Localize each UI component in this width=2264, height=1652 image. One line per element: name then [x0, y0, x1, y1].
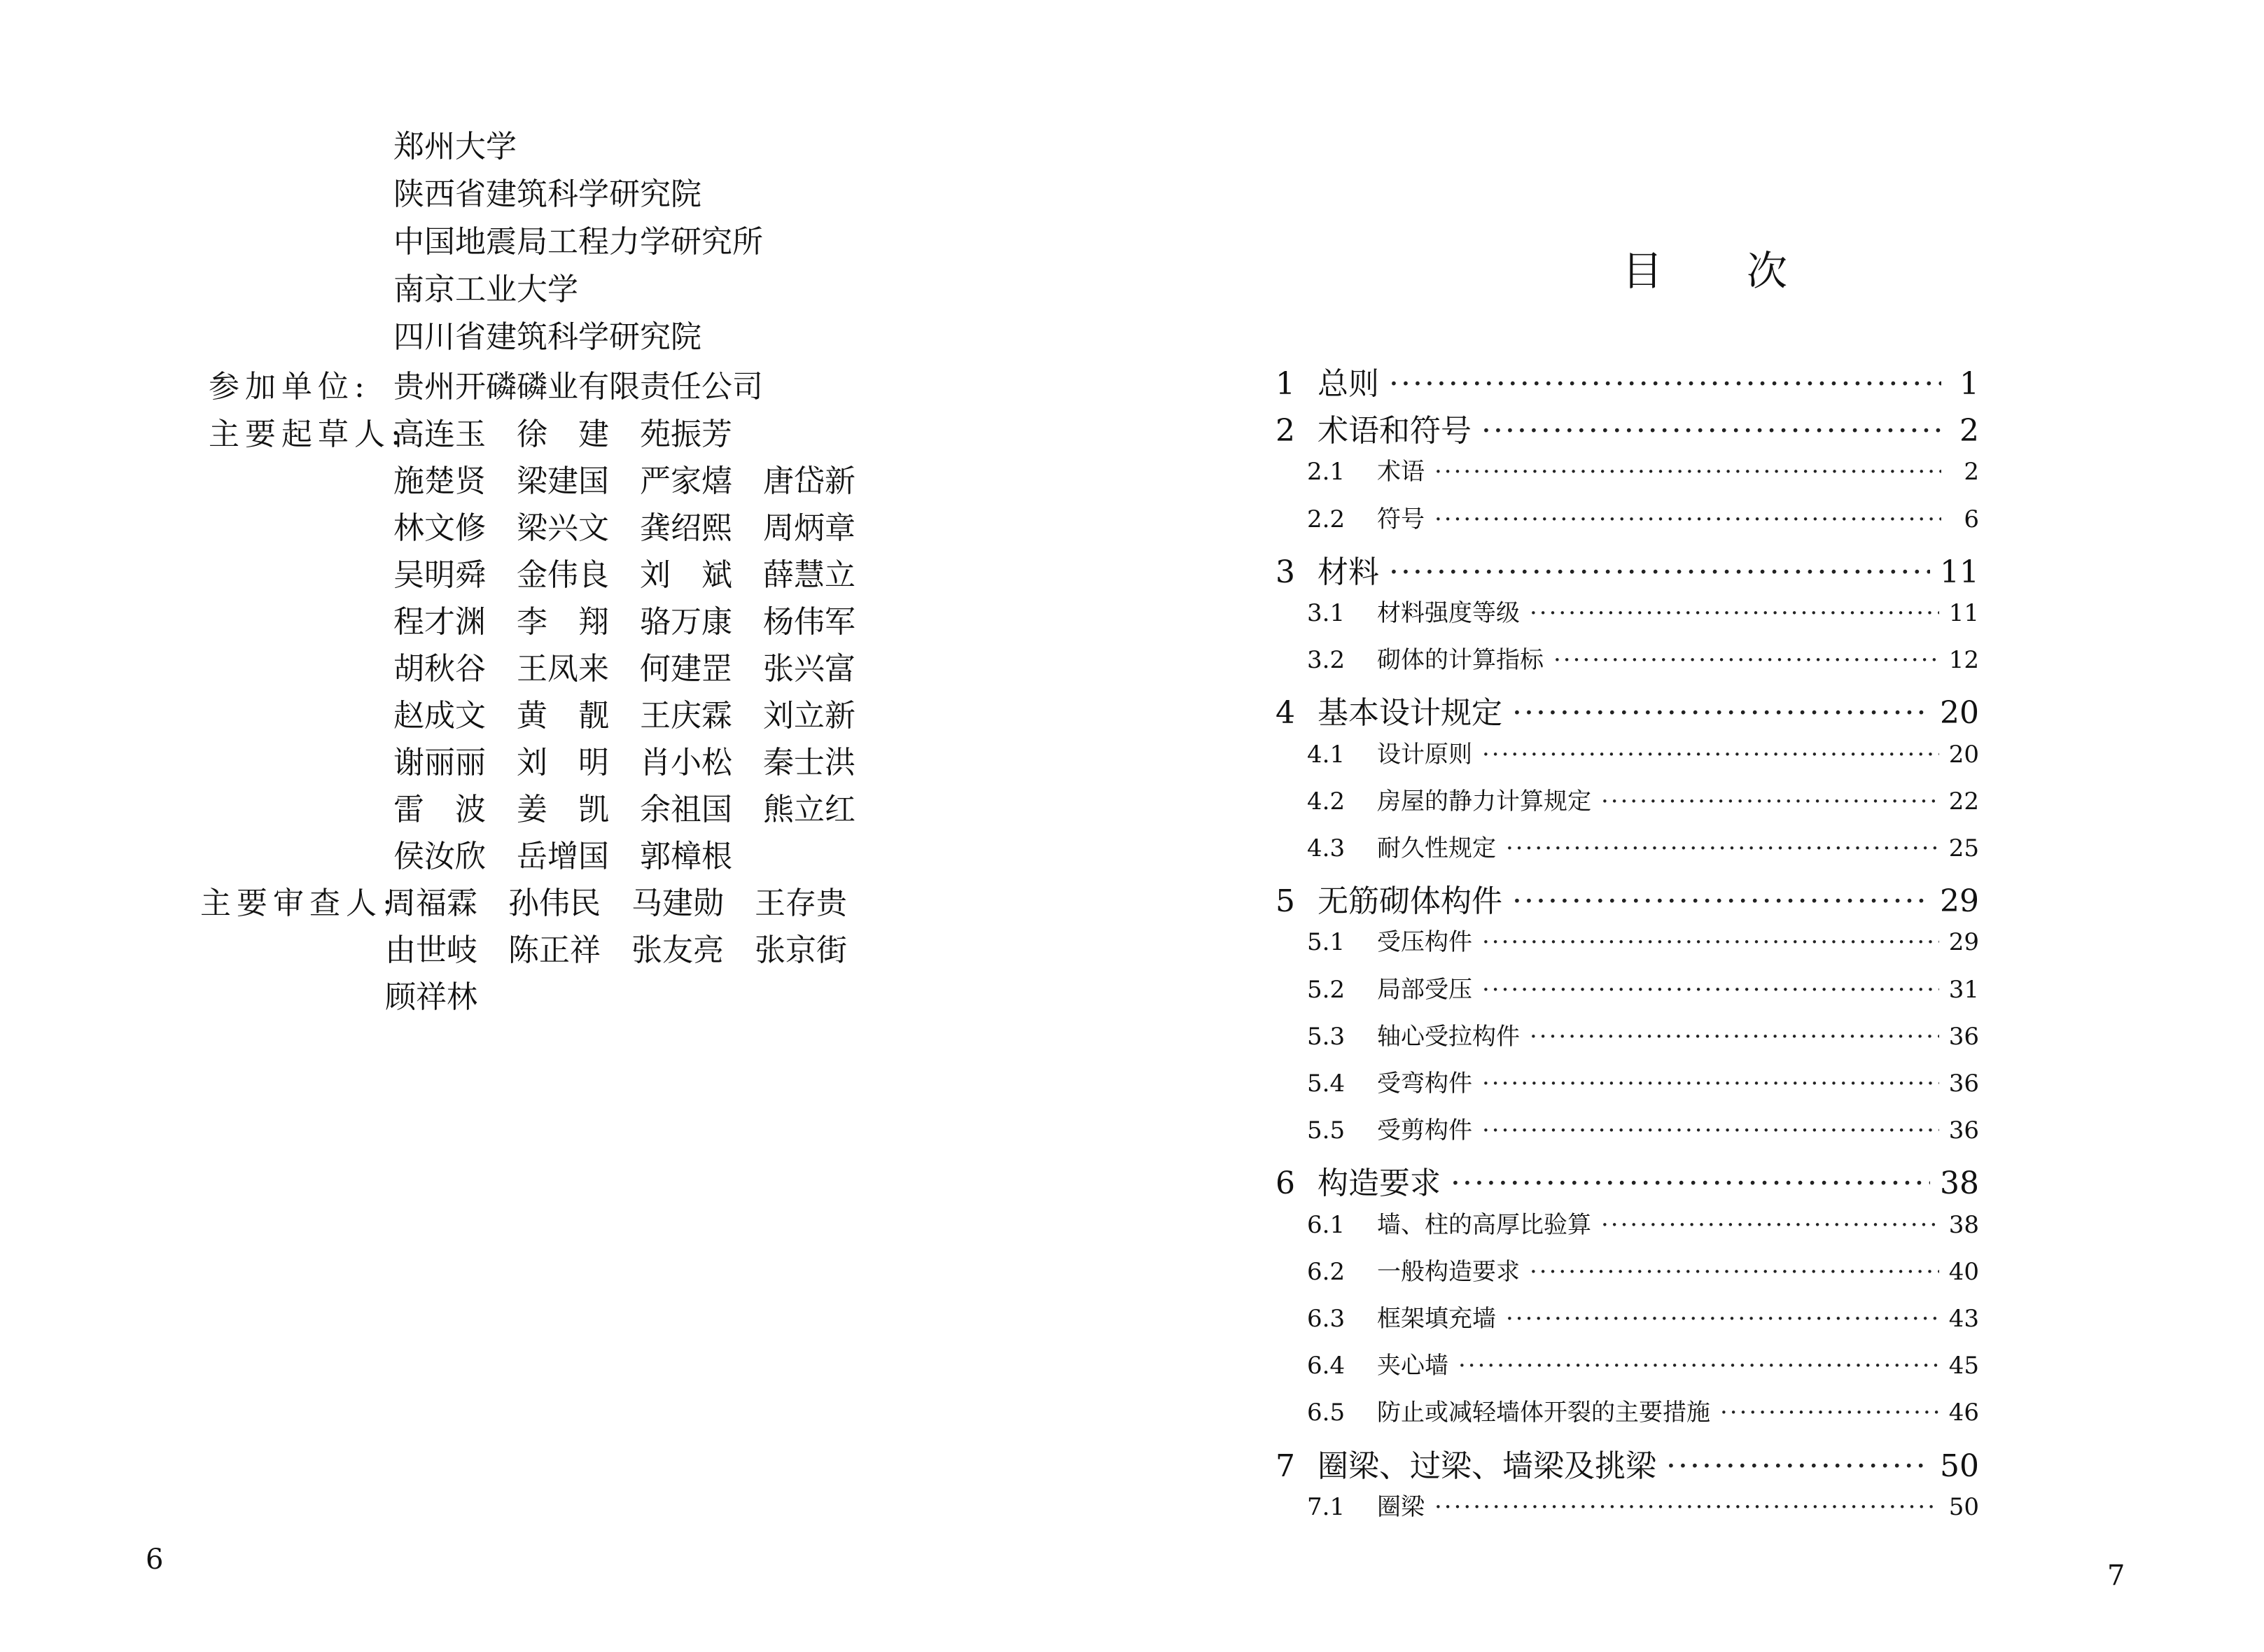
toc-entry-title: 耐久性规定	[1377, 834, 1496, 862]
toc-entry[interactable]	[1276, 1158, 1979, 1200]
toc-leader-dots	[1506, 834, 1939, 862]
toc-entry-number: 5.3	[1307, 1023, 1346, 1051]
person-name: 梁建国	[517, 463, 609, 499]
toc-entry-page: 29	[1940, 883, 1979, 919]
participating-label: 参加单位:	[209, 369, 370, 405]
person-name: 骆万康	[640, 604, 732, 640]
toc-entry-page: 50	[1940, 1448, 1979, 1484]
toc-entry-number: 2.2	[1307, 505, 1346, 533]
right-page	[1132, 0, 2264, 1652]
toc-entry-page: 36	[1948, 1116, 1979, 1144]
toc-entry-page: 40	[1948, 1258, 1979, 1286]
person-name: 周福霖	[385, 886, 477, 921]
toc-entry[interactable]	[1307, 1205, 1979, 1247]
person-name: 姜 凯	[517, 792, 609, 827]
toc-leader-dots	[1434, 458, 1941, 486]
toc-entry-title: 防止或减轻墙体开裂的主要措施	[1377, 1399, 1710, 1427]
person-name: 王庆霖	[640, 698, 732, 734]
toc-entry-title: 夹心墙	[1377, 1352, 1448, 1380]
toc-leader-dots	[1482, 1116, 1939, 1144]
toc-entry-page: 25	[1948, 834, 1979, 862]
person-name: 由世岐	[385, 932, 477, 968]
toc-entry-title: 符号	[1377, 505, 1425, 533]
toc-leader-dots	[1506, 1305, 1939, 1333]
toc-entry-number: 5.4	[1307, 1070, 1346, 1098]
toc-entry-number: 5.1	[1307, 928, 1346, 956]
toc-entry[interactable]	[1307, 1393, 1979, 1435]
toc-entry-title: 构造要求	[1318, 1166, 1441, 1201]
toc-entry-title: 设计原则	[1377, 741, 1472, 769]
toc-entry-number: 6.3	[1307, 1305, 1346, 1333]
person-name: 薛慧立	[763, 557, 855, 593]
person-name: 王凤来	[517, 651, 609, 687]
person-name: 严家熺	[640, 463, 732, 499]
person-name: 梁兴文	[517, 510, 609, 546]
toc-entry-title: 总则	[1318, 366, 1379, 402]
person-name: 熊立红	[763, 792, 855, 827]
toc-entry-title: 受弯构件	[1377, 1070, 1472, 1098]
person-name: 赵成文	[393, 698, 486, 734]
toc-entry-title: 材料强度等级	[1377, 599, 1520, 627]
toc-entry-number: 6	[1276, 1166, 1295, 1201]
toc-leader-dots	[1458, 1352, 1939, 1380]
person-name: 岳增国	[517, 839, 609, 874]
person-name: 李 翔	[517, 604, 609, 640]
participating-unit: 贵州开磷磷业有限责任公司	[393, 369, 763, 405]
toc-entry-title: 圈梁、过梁、墙梁及挑梁	[1318, 1448, 1656, 1484]
toc-leader-dots	[1530, 599, 1939, 627]
person-name: 杨伟军	[763, 604, 855, 640]
person-name: 马建勋	[631, 886, 724, 921]
toc-leader-dots	[1720, 1399, 1939, 1427]
toc-entry[interactable]	[1307, 594, 1979, 636]
toc-entry-page: 36	[1948, 1070, 1979, 1098]
page-number-right: 7	[2107, 1560, 2125, 1592]
person-name: 顾祥林	[385, 979, 477, 1015]
toc-entry-page: 36	[1948, 1023, 1979, 1051]
toc-entry-page: 43	[1948, 1305, 1979, 1333]
toc-entry[interactable]	[1307, 1111, 1979, 1153]
toc-leader-dots	[1481, 413, 1941, 449]
person-name: 徐 建	[517, 416, 609, 452]
person-name: 郭樟根	[640, 839, 732, 874]
toc-entry-title: 材料	[1318, 554, 1379, 590]
toc-entry-title: 房屋的静力计算规定	[1377, 788, 1591, 816]
unit-item: 南京工业大学	[393, 272, 578, 307]
toc-entry-title: 圈梁	[1377, 1493, 1425, 1521]
toc-entry-number: 5.2	[1307, 976, 1346, 1004]
toc-entry-page: 31	[1948, 976, 1979, 1004]
toc-entry-page: 22	[1948, 788, 1979, 816]
person-name: 陈正祥	[508, 932, 601, 968]
toc-entry-number: 5	[1276, 883, 1295, 919]
toc-entry[interactable]	[1307, 1299, 1979, 1341]
toc-entry-page: 11	[1948, 599, 1979, 627]
toc-entry[interactable]	[1307, 1488, 1979, 1530]
toc-entry[interactable]	[1307, 1064, 1979, 1106]
person-name: 胡秋谷	[393, 651, 486, 687]
toc-entry-page: 46	[1948, 1399, 1979, 1427]
toc-entry[interactable]	[1276, 687, 1979, 729]
person-name: 金伟良	[517, 557, 609, 593]
toc-leader-dots	[1451, 1166, 1930, 1201]
person-name: 刘立新	[763, 698, 855, 734]
person-name: 唐岱新	[763, 463, 855, 499]
toc-entry-number: 6.1	[1307, 1211, 1346, 1239]
person-name: 余祖国	[640, 792, 732, 827]
toc-entry-number: 4.3	[1307, 834, 1346, 862]
toc-entry[interactable]	[1276, 876, 1979, 918]
toc-entry[interactable]	[1307, 735, 1979, 777]
person-name: 周炳章	[763, 510, 855, 546]
person-name: 刘 斌	[640, 557, 732, 593]
toc-entry[interactable]	[1307, 829, 1979, 871]
toc-entry-number: 3	[1276, 554, 1295, 590]
person-name: 吴明舜	[393, 557, 486, 593]
person-name: 黄 靓	[517, 698, 609, 734]
toc-entry-page: 6	[1964, 505, 1979, 533]
toc-entry-number: 3.2	[1307, 646, 1346, 674]
toc-leader-dots	[1601, 788, 1939, 816]
toc-entry-title: 受压构件	[1377, 928, 1472, 956]
toc-entry-page: 38	[1948, 1211, 1979, 1239]
toc-leader-dots	[1482, 976, 1939, 1004]
toc-leader-dots	[1482, 1070, 1939, 1098]
toc-leader-dots	[1512, 883, 1930, 919]
person-name: 刘 明	[517, 745, 609, 780]
toc-entry[interactable]	[1307, 1346, 1979, 1388]
toc-entry-number: 6.5	[1307, 1399, 1346, 1427]
person-name: 施楚贤	[393, 463, 486, 499]
person-name: 侯汝欣	[393, 839, 486, 874]
toc-entry-page: 50	[1948, 1493, 1979, 1521]
unit-item: 四川省建筑科学研究院	[393, 319, 701, 355]
toc-entry-title: 一般构造要求	[1377, 1258, 1520, 1286]
toc-entry-page: 1	[1959, 366, 1979, 402]
person-name: 高连玉	[393, 416, 486, 452]
toc-entry[interactable]	[1307, 1252, 1979, 1294]
toc-entry-page: 2	[1959, 413, 1979, 449]
unit-item: 陕西省建筑科学研究院	[393, 176, 701, 212]
toc-entry[interactable]	[1307, 640, 1979, 682]
person-name: 张京街	[755, 932, 847, 968]
toc-entry-number: 3.1	[1307, 599, 1346, 627]
toc-entry-number: 4	[1276, 695, 1295, 731]
toc-entry-number: 6.4	[1307, 1352, 1346, 1380]
person-name: 张友亮	[631, 932, 724, 968]
reviewers-label-text: 主要审查人:	[200, 886, 398, 921]
toc-entry-page: 20	[1940, 695, 1979, 731]
toc-entry-title: 砌体的计算指标	[1377, 646, 1544, 674]
toc-entry[interactable]	[1307, 1017, 1979, 1059]
toc-entry[interactable]	[1276, 405, 1979, 447]
toc-leader-dots	[1482, 741, 1939, 769]
person-name: 雷 波	[393, 792, 486, 827]
toc-entry-number: 1	[1276, 366, 1295, 402]
toc-entry[interactable]	[1307, 452, 1979, 494]
toc-title: 目次	[1622, 247, 1872, 295]
toc-entry-page: 11	[1940, 554, 1979, 590]
toc-leader-dots	[1434, 505, 1941, 533]
toc-entry-number: 7	[1276, 1448, 1295, 1484]
toc-entry-title: 术语和符号	[1318, 413, 1472, 449]
toc-entry-number: 2	[1276, 413, 1295, 449]
toc-entry-title: 框架填充墙	[1377, 1305, 1496, 1333]
toc-entry-title: 基本设计规定	[1318, 695, 1502, 731]
toc-leader-dots	[1389, 366, 1941, 402]
toc-entry-page: 20	[1948, 741, 1979, 769]
toc-entry[interactable]	[1307, 970, 1979, 1012]
toc-entry-page: 38	[1940, 1166, 1979, 1201]
toc-leader-dots	[1530, 1023, 1939, 1051]
toc-leader-dots	[1434, 1493, 1939, 1521]
toc-leader-dots	[1553, 646, 1939, 674]
person-name: 秦士洪	[763, 745, 855, 780]
toc-entry-number: 6.2	[1307, 1258, 1346, 1286]
drafters-label-text: 主要起草人:	[209, 416, 407, 452]
toc-entry-page: 29	[1948, 928, 1979, 956]
person-name: 肖小松	[640, 745, 732, 780]
toc-entry-title: 局部受压	[1377, 976, 1472, 1004]
toc-entry[interactable]	[1276, 1441, 1979, 1483]
toc-entry-title: 无筋砌体构件	[1318, 883, 1502, 919]
toc-entry[interactable]	[1276, 547, 1979, 589]
toc-entry-number: 2.1	[1307, 458, 1346, 486]
unit-item: 郑州大学	[393, 129, 517, 164]
person-name: 王存贵	[755, 886, 847, 921]
toc-entry-title: 墙、柱的高厚比验算	[1377, 1211, 1591, 1239]
toc-entry[interactable]	[1307, 500, 1979, 542]
toc-entry-number: 4.2	[1307, 788, 1346, 816]
toc-leader-dots	[1530, 1258, 1939, 1286]
toc-entry-number: 4.1	[1307, 741, 1346, 769]
toc-leader-dots	[1482, 928, 1939, 956]
person-name: 苑振芳	[640, 416, 732, 452]
toc-entry-title: 术语	[1377, 458, 1425, 486]
toc-entry[interactable]	[1307, 923, 1979, 965]
unit-item: 中国地震局工程力学研究所	[393, 224, 763, 260]
toc-entry-page: 12	[1948, 646, 1979, 674]
drafting-units-list	[393, 123, 763, 361]
toc-entry-number: 5.5	[1307, 1116, 1346, 1144]
toc-leader-dots	[1666, 1448, 1930, 1484]
toc-entry-page: 2	[1964, 458, 1979, 486]
toc-entry-title: 轴心受拉构件	[1377, 1023, 1520, 1051]
person-name: 龚绍熙	[640, 510, 732, 546]
toc-leader-dots	[1389, 554, 1930, 590]
person-name: 何建罡	[640, 651, 732, 687]
toc-leader-dots	[1512, 695, 1930, 731]
person-name: 程才渊	[393, 604, 486, 640]
person-name: 孙伟民	[508, 886, 601, 921]
toc-leader-dots	[1601, 1211, 1939, 1239]
toc-entry[interactable]	[1307, 782, 1979, 824]
person-name: 谢丽丽	[393, 745, 486, 780]
toc-entry[interactable]	[1276, 358, 1979, 400]
toc-entry-page: 45	[1948, 1352, 1979, 1380]
toc-entry-number: 7.1	[1307, 1493, 1346, 1521]
person-name: 林文修	[393, 510, 486, 546]
toc-entry-title: 受剪构件	[1377, 1116, 1472, 1144]
person-name: 张兴富	[763, 651, 855, 687]
page-number-left: 6	[146, 1544, 164, 1576]
